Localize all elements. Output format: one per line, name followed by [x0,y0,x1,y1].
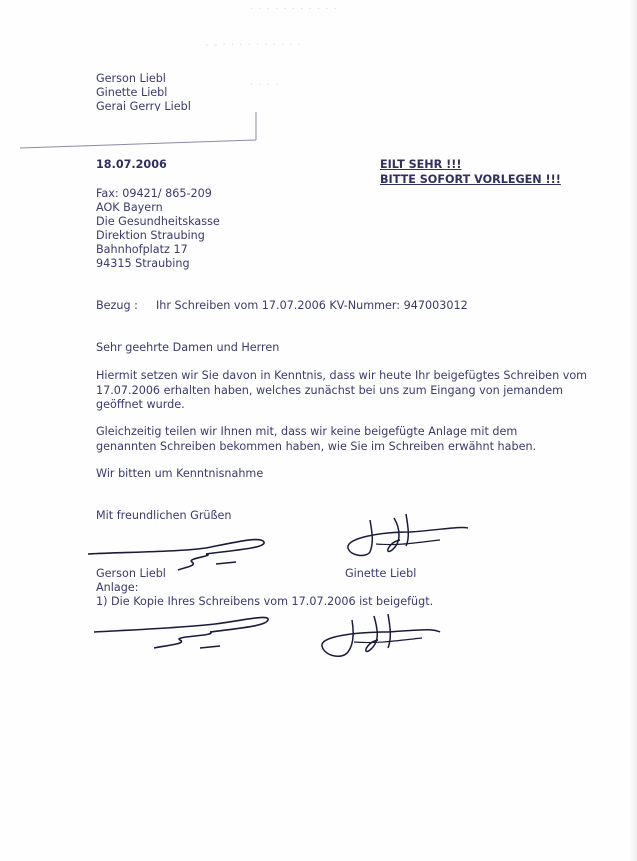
body-line: genannten Schreiben bekommen haben, wie Sie im Schreiben erwähnt haben. [96,439,537,453]
signature-gerson-2 [90,610,290,660]
urgent-notice: BITTE SOFORT VORLEGEN !!! [380,173,561,186]
signature-ginette-2 [318,612,458,672]
scan-edge-shadow [629,0,637,861]
body-paragraph [96,425,566,454]
attachment-label: Anlage: [96,581,139,594]
attachment-item: 1) Die Kopie Ihres Schreibens vom 17.07.2006 ist beigefügt. [96,595,434,608]
recipient-line: AOK Bayern [96,201,163,214]
urgent-notice: EILT SEHR !!! [380,158,462,171]
signature-name: Gerson Liebl [96,567,166,580]
body-paragraph [96,369,588,413]
body-line: Gleichzeitig teilen wir Ihnen mit, dass wir keine beigefügte Anlage mit dem [96,425,518,438]
body-line: geöffnet wurde. [96,398,185,411]
recipient-line: Bahnhofplatz 17 [96,243,188,256]
body-paragraph: Wir bitten um Kenntnisnahme [96,467,264,480]
signature-ginette [340,512,480,572]
recipient-line: 94315 Straubing [96,257,190,270]
body-line: Hiermit setzen wir Sie davon in Kenntnis, dass wir heute Ihr beigefügtes Schreiben vom [96,369,588,382]
subject-text: Ihr Schreiben vom 17.07.2006 KV-Nummer: 947003012 [156,299,468,312]
closing: Mit freundlichen Grüßen [96,509,232,522]
subject-label: Bezug : [96,299,138,312]
signature-name: Ginette Liebl [345,567,417,580]
sender-frame-lines [0,0,637,160]
bleed-through-text: · · · · [250,80,280,91]
recipient-line: Direktion Straubing [96,229,205,242]
body-line: 17.07.2006 erhalten haben, welches zunächst bei uns zum Eingang von jemandem [96,383,564,397]
sender-line: Gerson Liebl [96,72,166,85]
fax-number: Fax: 09421/ 865-209 [96,187,212,200]
recipient-line: Die Gesundheitskasse [96,215,220,228]
sender-line: Gerai Gerry Liebl [96,100,191,111]
salutation: Sehr geehrte Damen und Herren [96,341,280,354]
bleed-through-text: · · · · · · · · · · · [250,4,338,15]
sender-line: Ginette Liebl [96,86,168,99]
letter-date: 18.07.2006 [96,158,167,171]
bleed-through-text: - - · · · · · · · · · · [205,40,302,51]
